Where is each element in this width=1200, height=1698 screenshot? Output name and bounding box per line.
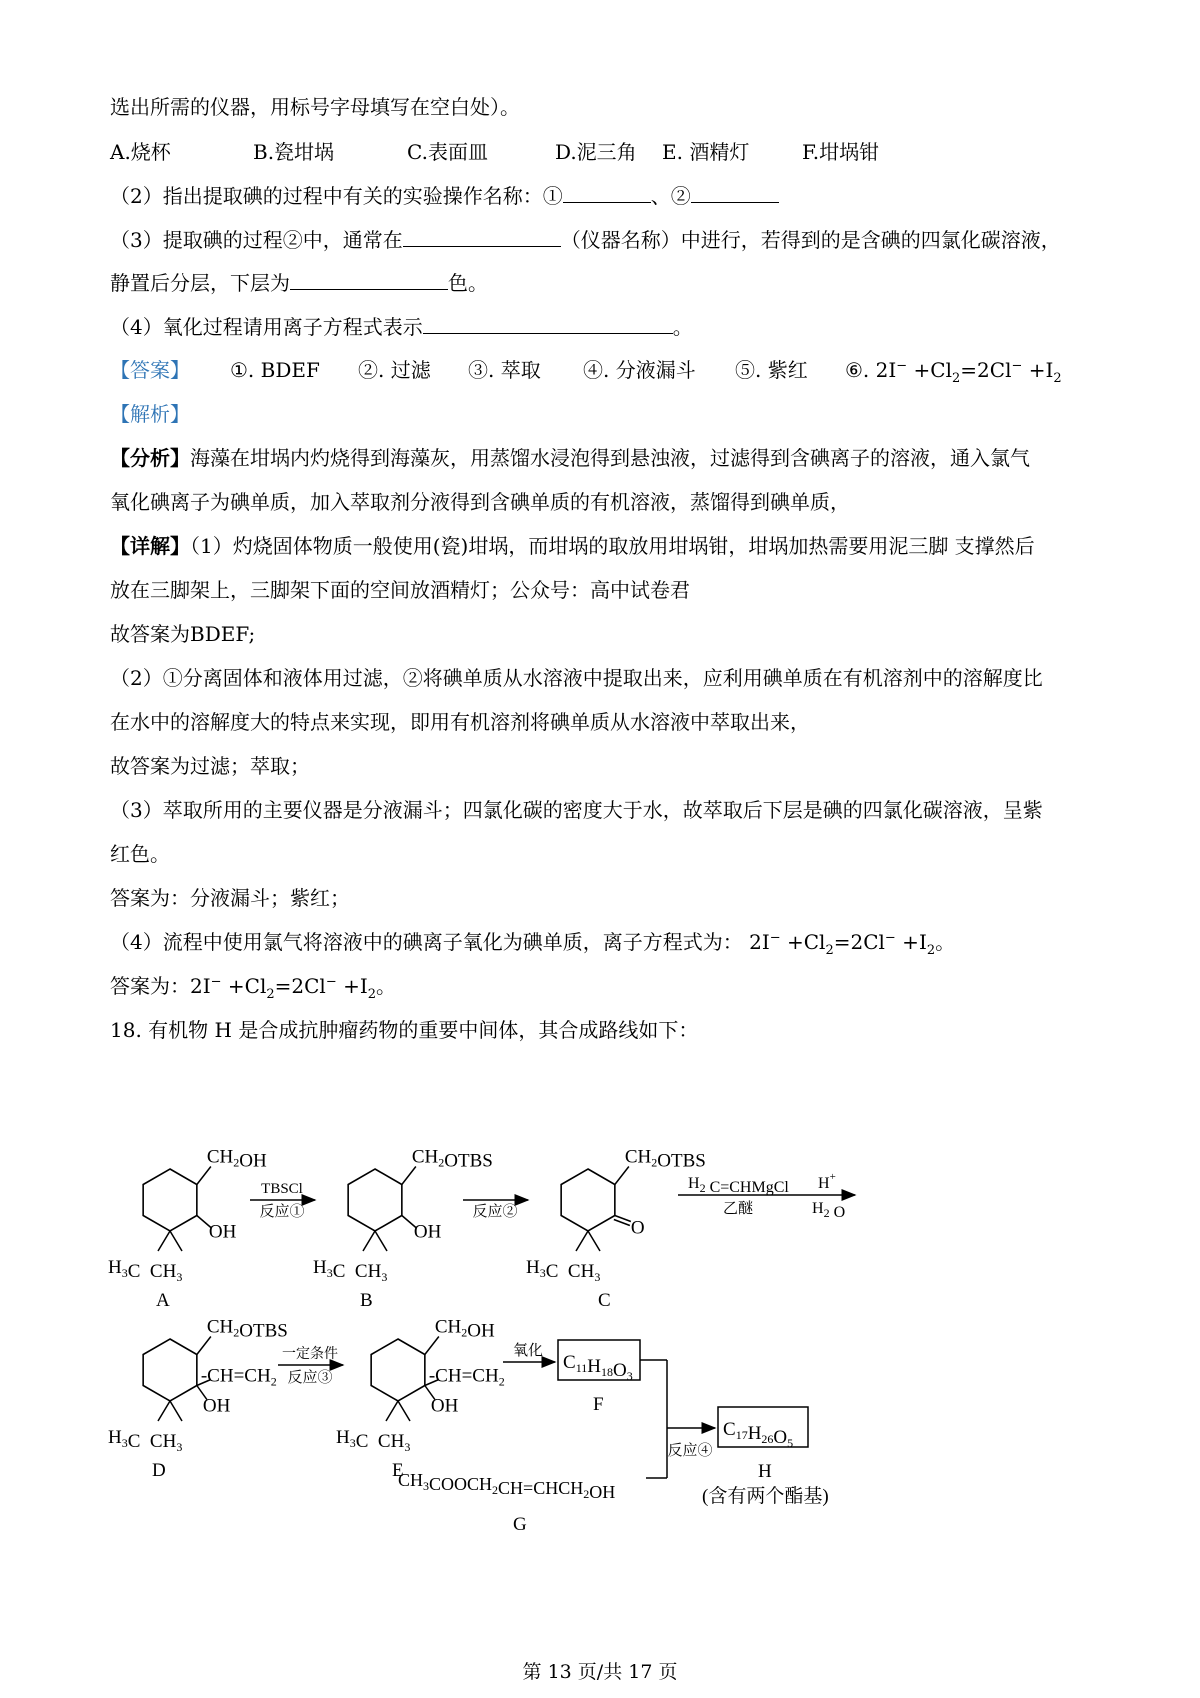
a-methyls: $H_3C$ $CH_3$ xyxy=(108,1257,183,1284)
answer-blank xyxy=(691,184,779,203)
reagent-acid: H+ xyxy=(818,1171,836,1192)
bond-me1 xyxy=(158,1401,170,1421)
reagent-r3: 反应③ xyxy=(287,1370,333,1386)
formula-f: $C_{11}H_{18}O_3$ xyxy=(563,1352,633,1383)
reagent-condition: 一定条件 xyxy=(282,1347,338,1362)
answer-item: ①. BDEF xyxy=(230,358,320,382)
bond-me2 xyxy=(398,1401,410,1421)
reagent-oxidation: 氧化 xyxy=(512,1343,544,1359)
answer-blank xyxy=(403,228,561,247)
label-d: D xyxy=(152,1460,166,1481)
fenxi-line1: 【分析】海藻在坩埚内灼烧得到海藻灰，用蒸馏水浸泡得到悬浊液，过滤得到含碘离子的溶液，通入氯气 xyxy=(110,446,1030,470)
e-oh: OH xyxy=(430,1395,459,1417)
h-note: (含有两个酯基) xyxy=(702,1486,829,1507)
label-f: F xyxy=(593,1394,604,1415)
xiangjie-line1: 【详解】（1）灼烧固体物质一般使用(瓷)坩埚，而坩埚的取放用坩埚钳，坩埚加热需要用泥三脚 支撑然后 xyxy=(110,534,1035,558)
e-vinyl: $-CH=CH_2$ xyxy=(428,1365,505,1389)
option-b: B.瓷坩埚 xyxy=(253,140,335,164)
c-o: O xyxy=(630,1217,645,1239)
xiangjie3-line2: 红色。 xyxy=(110,842,170,866)
bond-ch2otbs xyxy=(615,1167,629,1185)
answer-item: ④. 分液漏斗 xyxy=(583,358,696,382)
label-h: H xyxy=(758,1461,772,1482)
bond-me1 xyxy=(386,1401,398,1421)
q17-part3-line2: 静置后分层，下层为 色。 xyxy=(110,271,488,295)
bond-me1 xyxy=(363,1231,375,1251)
xiangjie3-line1: （3）萃取所用的主要仪器是分液漏斗；四氯化碳的密度大于水，故萃取后下层是碘的四氯化碳溶液，呈紫 xyxy=(110,798,1043,822)
bond-me2 xyxy=(375,1231,387,1251)
b-oh: OH xyxy=(413,1221,442,1243)
answer-blank xyxy=(423,315,673,334)
option-c: C.表面皿 xyxy=(407,140,488,164)
answer-tag: 【答案】 xyxy=(110,358,190,382)
bond-me2 xyxy=(588,1231,600,1251)
label-g: G xyxy=(513,1514,527,1535)
xiangjie-answer3: 答案为：分液漏斗；紫红； xyxy=(110,886,350,910)
bond-me1 xyxy=(158,1231,170,1251)
d-methyls: $H_3C$ $CH_3$ xyxy=(108,1427,183,1454)
page-footer: 第 13 页/共 17 页 xyxy=(522,1661,678,1683)
answer-item: ③. 萃取 xyxy=(468,358,541,382)
option-d: D.泥三角 xyxy=(555,140,637,164)
bond-ch2otbs xyxy=(402,1167,416,1185)
e-ch2oh: $CH_2OH$ xyxy=(434,1316,495,1342)
label-a: A xyxy=(156,1290,170,1311)
q17-part2: （2）指出提取碘的过程中有关的实验操作名称：① 、② xyxy=(110,184,779,208)
xiangjie-answer4: 答案为：$2I^- +Cl_2=2Cl^- +I_2$。 xyxy=(110,974,397,1002)
bond-ch2oh xyxy=(197,1167,211,1185)
analysis-tag: 【解析】 xyxy=(110,402,190,426)
bond-me2 xyxy=(170,1401,182,1421)
bond-ch2otbs xyxy=(197,1337,211,1355)
d-oh: OH xyxy=(202,1395,231,1417)
bond-ch2oh xyxy=(425,1337,439,1355)
a-ch2oh: $CH_2OH$ xyxy=(206,1146,267,1172)
option-f: F.坩埚钳 xyxy=(802,140,880,164)
ring-d xyxy=(143,1339,197,1401)
option-e: E. 酒精灯 xyxy=(662,140,750,164)
label-e: E xyxy=(392,1460,404,1481)
reagent-ether: 乙醚 xyxy=(722,1201,754,1217)
d-vinyl: $-CH=CH_2$ xyxy=(200,1365,277,1389)
answer-row xyxy=(110,358,1062,386)
c-ch2otbs: $CH_2OTBS$ xyxy=(624,1146,706,1172)
answer-item: ⑤. 紫红 xyxy=(735,358,808,382)
b-ch2otbs: $CH_2OTBS$ xyxy=(411,1146,493,1172)
ring-b xyxy=(348,1169,402,1231)
synthesis-scheme xyxy=(100,1140,1000,1560)
a-oh: OH xyxy=(208,1221,237,1243)
b-methyls: $H_3C$ $CH_3$ xyxy=(313,1257,388,1284)
c-methyls: $H_3C$ $CH_3$ xyxy=(526,1257,601,1284)
answer-blank xyxy=(563,184,651,203)
reagent-tbscl: TBSCl xyxy=(261,1181,303,1197)
fenxi-line2: 氧化碘离子为碘单质，加入萃取剂分液得到含碘单质的有机溶液，蒸馏得到碘单质， xyxy=(110,490,850,514)
reagent-grignard: $H_2$ C=CHMgCl xyxy=(688,1175,789,1196)
reagent-water: $H_2$ O xyxy=(812,1200,846,1221)
label-b: B xyxy=(360,1290,373,1311)
answer-blank xyxy=(290,271,448,290)
formula-h: $C_{17}H_{26}O_5$ xyxy=(723,1419,794,1450)
q18-stem: 18. 有机物 H 是合成抗肿瘤药物的重要中间体，其合成路线如下： xyxy=(110,1018,699,1042)
ring-c xyxy=(561,1169,615,1231)
xiangjie2-line1: （2）①分离固体和液体用过滤，②将碘单质从水溶液中提取出来，应利用碘单质在有机溶剂中的溶解度比 xyxy=(110,666,1043,690)
xiangjie-answer1: 故答案为BDEF; xyxy=(110,622,256,646)
q17-options xyxy=(110,140,879,164)
q17-part3-line1: （3）提取碘的过程②中，通常在 （仪器名称）中进行，若得到的是含碘的四氯化碳溶液， xyxy=(110,228,1061,252)
ring-a xyxy=(143,1169,197,1231)
reagent-r1: 反应① xyxy=(259,1204,305,1220)
q17-part4: （4）氧化过程请用离子方程式表示 。 xyxy=(110,315,693,339)
reagent-r4: 反应④ xyxy=(667,1443,713,1459)
label-c: C xyxy=(598,1290,611,1311)
reagent-r2: 反应② xyxy=(472,1204,518,1220)
bond-me1 xyxy=(576,1231,588,1251)
d-ch2otbs: $CH_2OTBS$ xyxy=(206,1316,288,1342)
formula-g: $CH_3COOCH_2CH=CHCH_2OH$ xyxy=(398,1470,616,1502)
answer-item: ⑥. $2I^- +Cl_2=2Cl^- +I_2$ xyxy=(845,358,1062,386)
ring-e xyxy=(371,1339,425,1401)
xiangjie-answer2: 故答案为过滤；萃取； xyxy=(110,754,310,778)
xiangjie2-line2: 在水中的溶解度大的特点来实现，即用有机溶剂将碘单质从水溶液中萃取出来， xyxy=(110,710,810,734)
option-a: A.烧杯 xyxy=(110,140,171,164)
answer-item: ②. 过滤 xyxy=(358,358,431,382)
xiangjie-line2: 放在三脚架上，三脚架下面的空间放酒精灯；公众号：高中试卷君 xyxy=(110,578,690,602)
xiangjie4-line1: （4）流程中使用氯气将溶液中的碘离子氧化为碘单质，离子方程式为： $2I^- +Cl_2=2Cl^- +I_2$。 xyxy=(110,930,956,958)
q17-intro-tail: 选出所需的仪器，用标号字母填写在空白处）。 xyxy=(110,95,520,119)
e-methyls: $H_3C$ $CH_3$ xyxy=(336,1427,411,1454)
bond-me2 xyxy=(170,1231,182,1251)
